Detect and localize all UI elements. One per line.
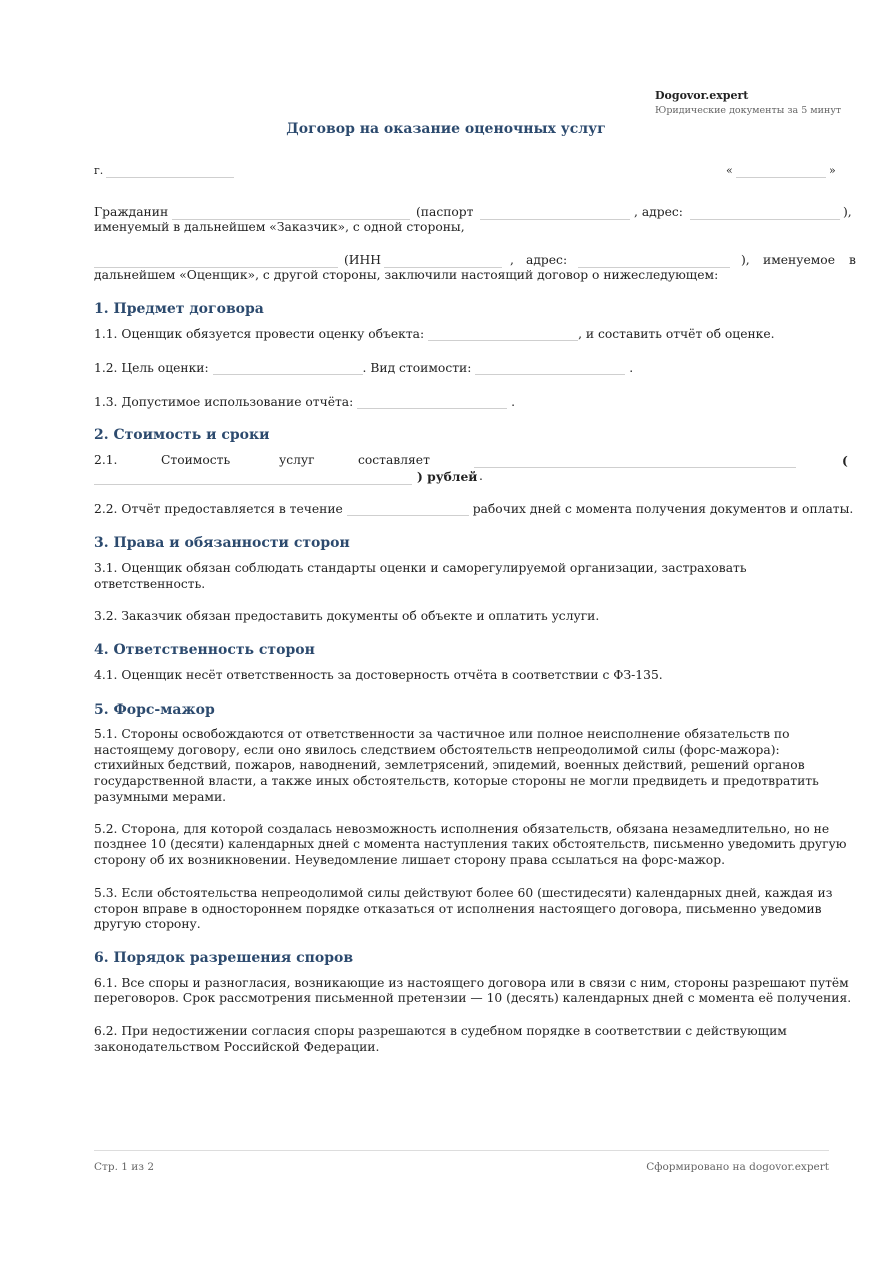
- party1-line2: именуемый в дальнейшем «Заказчик», с одной стороны,: [94, 220, 465, 234]
- brand-tagline: Юридические документы за 5 минут: [655, 105, 842, 116]
- clause-2-2: [94, 502, 853, 518]
- clause-1-3-tail: .: [511, 395, 516, 409]
- party2-named-word: именуемое: [763, 253, 835, 267]
- section1-heading: 1. Предмет договора: [94, 301, 264, 317]
- purpose-blank: [213, 361, 363, 375]
- clause-1-2-mid: . Вид стоимости:: [362, 361, 472, 375]
- object-blank: [428, 327, 578, 341]
- clause-5-3-line3: другую сторону.: [94, 917, 201, 931]
- clause-1-3: [94, 395, 515, 411]
- clause-1-1-tail: , и составить отчёт об оценке.: [578, 327, 775, 341]
- price-blank: [474, 467, 796, 468]
- section6-heading: 6. Порядок разрешения споров: [94, 950, 354, 966]
- clause-2-1-word-cost: Стоимость: [161, 453, 231, 467]
- clause-2-1-word-amounts: составляет: [358, 453, 430, 467]
- date-blank: [736, 177, 826, 178]
- clause-1-2-text: 1.2. Цель оценки:: [94, 361, 209, 375]
- clause-5-1-line1: 5.1. Стороны освобождаются от ответственности за частичное или полное неисполнение обязательств по: [94, 727, 790, 741]
- clause-1-2-tail: .: [629, 361, 634, 375]
- party1-close: ),: [843, 205, 852, 219]
- clause-5-1-line3: стихийных бедствий, пожаров, наводнений, землетрясений, эпидемий, военных действий, решений органов: [94, 758, 805, 772]
- clause-2-1-word-services: услуг: [279, 453, 315, 467]
- clause-6-2-line1: 6.2. При недостижении согласия споры разрешаются в судебном порядке в соответствии с действующим: [94, 1024, 787, 1038]
- clause-3-1-line1: 3.1. Оценщик обязан соблюдать стандарты оценки и саморегулируемой организации, застраховать: [94, 561, 747, 575]
- party1-name-label: Гражданин: [94, 205, 169, 219]
- party2-close: ),: [741, 253, 750, 267]
- section3-heading: 3. Права и обязанности сторон: [94, 535, 350, 551]
- section5-heading: 5. Форс-мажор: [94, 702, 215, 718]
- clause-2-2-text: 2.2. Отчёт предоставляется в течение: [94, 502, 343, 516]
- clause-2-1-rubles: ) рублей: [417, 469, 478, 484]
- clause-5-1-line5: разумными мерами.: [94, 790, 227, 804]
- clause-1-1: [94, 327, 775, 343]
- party2-address-label: адрес:: [526, 253, 568, 267]
- party1-passport-blank: [480, 219, 630, 220]
- city-prefix: г.: [94, 164, 104, 177]
- footer-divider: [94, 1150, 829, 1151]
- clause-2-1-dot: .: [479, 469, 483, 483]
- value-type-blank: [475, 361, 625, 375]
- clause-3-1-line2: ответственность.: [94, 577, 206, 591]
- party1-address-blank: [690, 219, 840, 220]
- page-number: Стр. 1 из 2: [94, 1161, 155, 1173]
- clause-2-2-tail: рабочих дней с момента получения документов и оплаты.: [472, 502, 854, 516]
- generated-note: Сформировано на dogovor.expert: [646, 1161, 829, 1173]
- clause-5-3-line1: 5.3. Если обстоятельства непреодолимой силы действуют более 60 (шестидесяти) календарных дней, каждая из: [94, 886, 833, 900]
- clause-6-2-line2: законодательством Российской Федерации.: [94, 1040, 380, 1054]
- clause-5-2-line1: 5.2. Сторона, для которой создалась невозможность исполнения обязательств, обязана незамедлительно, но не: [94, 822, 830, 836]
- document-title: Договор на оказание оценочных услуг: [286, 121, 606, 137]
- clause-4-1: 4.1. Оценщик несёт ответственность за достоверность отчёта в соответствии с ФЗ-135.: [94, 668, 663, 682]
- clause-2-1-paren: (: [842, 453, 848, 468]
- clause-6-1-line2: переговоров. Срок рассмотрения письменной претензии — 10 (десять) календарных дней с момента её получения.: [94, 991, 852, 1005]
- clause-1-2: [94, 361, 633, 377]
- clause-5-1-line4: государственной власти, а также иных обстоятельств, которые стороны не могли предвидеть и предотвратить: [94, 774, 819, 788]
- party2-line2: дальнейшем «Оценщик», с другой стороны, заключили настоящий договор о нижеследующем:: [94, 268, 719, 282]
- city-blank: [106, 177, 234, 178]
- clause-5-2-line3: сторону об их возникновении. Неуведомление лишает сторону права ссылаться на форс-мажор.: [94, 853, 725, 867]
- date-quote-open: «: [726, 164, 733, 177]
- brand-name: Dogovor.expert: [655, 89, 749, 102]
- date-quote-close: »: [829, 164, 836, 177]
- party1-passport-label: (паспорт: [416, 205, 474, 219]
- clause-1-3-text: 1.3. Допустимое использование отчёта:: [94, 395, 354, 409]
- section4-heading: 4. Ответственность сторон: [94, 642, 315, 658]
- party2-in-word: в: [849, 253, 856, 267]
- clause-6-1-line1: 6.1. Все споры и разногласия, возникающие из настоящего договора или в связи с ним, стороны разрешают путём: [94, 976, 849, 990]
- clause-3-2: 3.2. Заказчик обязан предоставить документы об объекте и оплатить услуги.: [94, 609, 600, 623]
- party1-address-label: , адрес:: [634, 205, 683, 219]
- days-blank: [347, 502, 469, 516]
- clause-5-3-line2: сторон вправе в одностороннем порядке отказаться от исполнения настоящего договора, письменно уведомив: [94, 902, 822, 916]
- section2-heading: 2. Стоимость и сроки: [94, 427, 270, 443]
- clause-2-1-num: 2.1.: [94, 453, 118, 467]
- clause-5-1-line2: настоящему договору, если оно явилось следствием обстоятельств непреодолимой силы (форс-мажора):: [94, 743, 780, 757]
- usage-blank: [357, 395, 507, 409]
- party2-comma: ,: [510, 253, 514, 267]
- party2-inn-label: (ИНН: [344, 253, 381, 267]
- clause-5-2-line2: позднее 10 (десяти) календарных дней с момента наступления таких обстоятельств, письменно уведомить другую: [94, 837, 847, 851]
- clause-1-1-text: 1.1. Оценщик обязуется провести оценку объекта:: [94, 327, 425, 341]
- price-words-blank: [94, 484, 412, 485]
